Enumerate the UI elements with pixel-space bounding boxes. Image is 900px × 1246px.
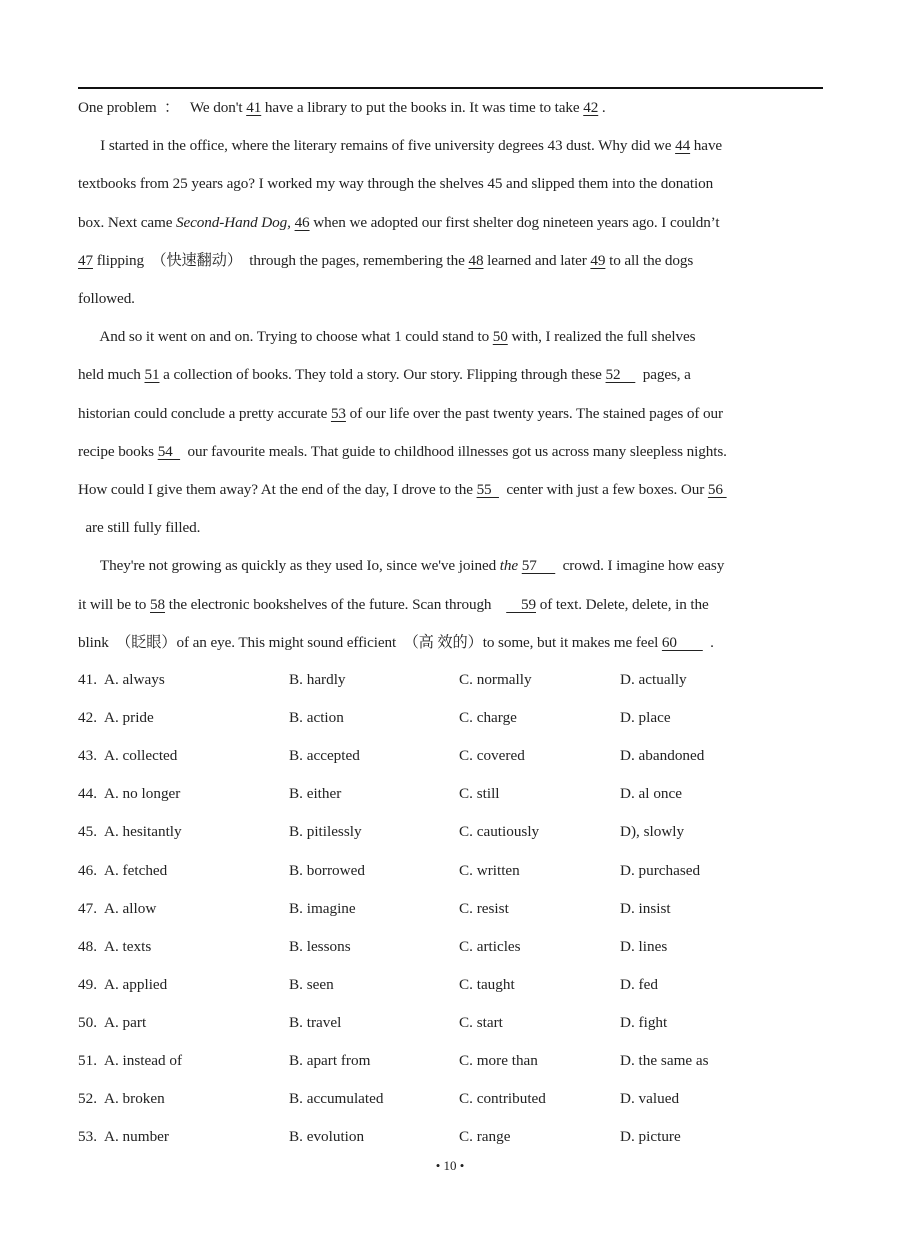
question-number: 49.	[78, 975, 97, 993]
blank-number: 53	[330, 404, 346, 422]
option-b: B. travel	[289, 1013, 342, 1031]
passage-line	[78, 595, 709, 615]
option-b: B. lessons	[289, 937, 351, 955]
passage-text: it will be to	[78, 595, 151, 613]
option-c: C. start	[459, 1013, 503, 1031]
blank-number: 42	[583, 99, 599, 116]
passage-text: flipping （快速翻动） through the pages, remembering the	[93, 251, 469, 269]
option-b: B. pitilessly	[289, 823, 362, 841]
passage-line	[78, 136, 722, 156]
option-d: D. al once	[620, 785, 682, 803]
blank-number: 59	[506, 595, 536, 613]
blank-number: 54	[157, 442, 181, 460]
option-a: A. broken	[104, 1090, 165, 1108]
passage-line	[78, 480, 727, 500]
blank-number: 49	[590, 251, 606, 269]
option-d: D. purchased	[620, 861, 701, 879]
question-number: 45.	[78, 823, 97, 841]
option-c: C. contributed	[459, 1090, 546, 1108]
blank-number: 56	[707, 481, 727, 498]
passage-line	[78, 518, 200, 538]
option-d: D. lines	[620, 937, 668, 955]
passage-text: They're not growing as quickly as they used Io, since we've joined	[78, 557, 500, 575]
passage-line	[78, 213, 720, 233]
option-b: B. imagine	[289, 899, 356, 917]
passage-line	[78, 556, 724, 576]
passage-line	[78, 404, 723, 424]
question-number: 43.	[78, 747, 97, 765]
passage-text: How could I give them away? At the end of the day, I drove to the	[78, 481, 477, 498]
blank-number: 47	[78, 251, 93, 269]
passage-text: of text. Delete, delete, in the	[536, 595, 709, 613]
blank-number: 55	[476, 481, 499, 498]
blank-number: 57	[521, 557, 556, 575]
question-number: 41.	[78, 671, 97, 688]
option-b: B. evolution	[289, 1128, 365, 1146]
blank-number: 58	[150, 595, 166, 613]
passage-text: box. Next came	[78, 213, 177, 231]
passage-text: held much	[78, 366, 145, 384]
option-d: D), slowly	[620, 823, 685, 841]
option-d: D. abandoned	[620, 747, 705, 765]
passage-text: the	[499, 557, 519, 575]
option-a: A. fetched	[104, 861, 168, 879]
option-c: C. resist	[459, 899, 509, 917]
question-number: 44.	[78, 785, 97, 803]
option-a: A. part	[104, 1013, 147, 1031]
option-a: A. applied	[104, 975, 168, 993]
blank-number: 51	[144, 366, 160, 384]
passage-text: a collection of books. They told a story. Our story. Flipping through these	[159, 366, 606, 384]
option-d: D. picture	[620, 1128, 681, 1146]
passage-text: One problem ： We don't	[78, 99, 247, 116]
passage-text: pages, a	[635, 366, 691, 384]
option-c: C. range	[459, 1128, 511, 1146]
passage-text: have a library to put the books in. It was time to take	[261, 99, 584, 116]
option-c: C. taught	[459, 975, 515, 993]
passage-text: I started in the office, where the literary remains of five university degrees 43 dust. Why did we	[78, 137, 676, 155]
header-rule	[78, 87, 823, 89]
question-number: 42.	[78, 709, 97, 727]
option-c: C. normally	[459, 671, 532, 688]
passage-text: .	[702, 633, 714, 651]
option-b: B. either	[289, 785, 342, 803]
passage-text: textbooks from 25 years ago? I worked my way through the shelves 45 and slipped them into the donation	[78, 175, 714, 193]
passage-text: Second-Hand Dog,	[176, 213, 291, 231]
option-a: A. pride	[104, 709, 154, 727]
option-b: B. action	[289, 709, 344, 727]
passage-text: to all the dogs	[605, 251, 694, 269]
question-number: 53.	[78, 1128, 97, 1146]
passage-text: the electronic bookshelves of the future. Scan through	[165, 595, 507, 613]
option-a: A. hesitantly	[104, 823, 182, 841]
passage-text: followed.	[78, 290, 135, 307]
passage-line	[78, 327, 695, 347]
question-number: 51.	[78, 1052, 97, 1069]
blank-number: 60	[661, 633, 703, 651]
question-number: 52.	[78, 1090, 97, 1108]
blank-number: 41	[246, 99, 262, 116]
passage-text: our favourite meals. That guide to childhood illnesses got us across many sleepless nights.	[180, 442, 727, 460]
passage-text: And so it went on and on. Trying to choose what 1 could stand to	[78, 328, 493, 346]
option-a: A. collected	[104, 747, 178, 765]
passage-line	[78, 98, 606, 118]
passage-text: center with just a few boxes. Our	[498, 481, 708, 498]
passage-line	[78, 633, 714, 653]
passage-text: historian could conclude a pretty accurate	[78, 404, 331, 422]
option-d: D. insist	[620, 899, 671, 917]
option-d: D. the same as	[620, 1052, 709, 1069]
blank-number: 48	[468, 251, 484, 269]
option-c: C. covered	[459, 747, 525, 765]
passage-text: learned and later	[483, 251, 591, 269]
question-number: 46.	[78, 861, 97, 879]
option-b: B. seen	[289, 975, 334, 993]
option-a: A. number	[104, 1128, 169, 1146]
passage-text: crowd. I imagine how easy	[555, 557, 725, 575]
passage-line	[78, 251, 693, 271]
question-number: 50.	[78, 1013, 97, 1031]
blank-number: 44	[675, 137, 691, 155]
question-number: 47.	[78, 899, 97, 917]
option-b: B. accepted	[289, 747, 360, 765]
option-c: C. still	[459, 785, 500, 803]
passage-text: are still fully filled.	[78, 519, 201, 537]
page-number: • 10 •	[435, 1158, 465, 1173]
passage-line	[78, 174, 713, 194]
passage-text: have	[690, 137, 723, 155]
blank-number: 46	[294, 213, 310, 231]
option-d: D. actually	[620, 671, 687, 688]
blank-number: 50	[492, 328, 508, 346]
option-d: D. valued	[620, 1090, 680, 1108]
option-a: A. instead of	[104, 1052, 183, 1069]
passage-line	[78, 442, 727, 462]
passage-text: of our life over the past twenty years. The stained pages of our	[345, 404, 723, 422]
option-d: D. fight	[620, 1013, 668, 1031]
option-b: B. borrowed	[289, 861, 365, 879]
option-c: C. written	[459, 861, 520, 879]
option-d: D. fed	[620, 975, 658, 993]
option-b: B. accumulated	[289, 1090, 384, 1108]
passage-text: recipe books	[78, 442, 158, 460]
passage-line	[78, 365, 691, 385]
option-c: C. more than	[459, 1052, 538, 1069]
option-b: B. hardly	[289, 671, 346, 688]
option-b: B. apart from	[289, 1052, 371, 1069]
option-a: A. always	[104, 671, 165, 688]
passage-text: .	[598, 99, 606, 116]
passage-text: when we adopted our first shelter dog nineteen years ago. I couldn’t	[309, 213, 720, 231]
option-c: C. charge	[459, 709, 517, 727]
option-d: D. place	[620, 709, 671, 727]
option-a: A. texts	[104, 937, 152, 955]
question-number: 48.	[78, 937, 97, 955]
option-a: A. allow	[104, 899, 157, 917]
passage-text: blink （眨眼）of an eye. This might sound efficient （高 效的）to some, but it makes me feel	[78, 633, 662, 651]
passage-text: with, I realized the full shelves	[507, 328, 696, 346]
option-c: C. articles	[459, 937, 521, 955]
passage-line	[78, 289, 135, 309]
blank-number: 52	[605, 366, 636, 384]
option-c: C. cautiously	[459, 823, 540, 841]
option-a: A. no longer	[104, 785, 181, 803]
